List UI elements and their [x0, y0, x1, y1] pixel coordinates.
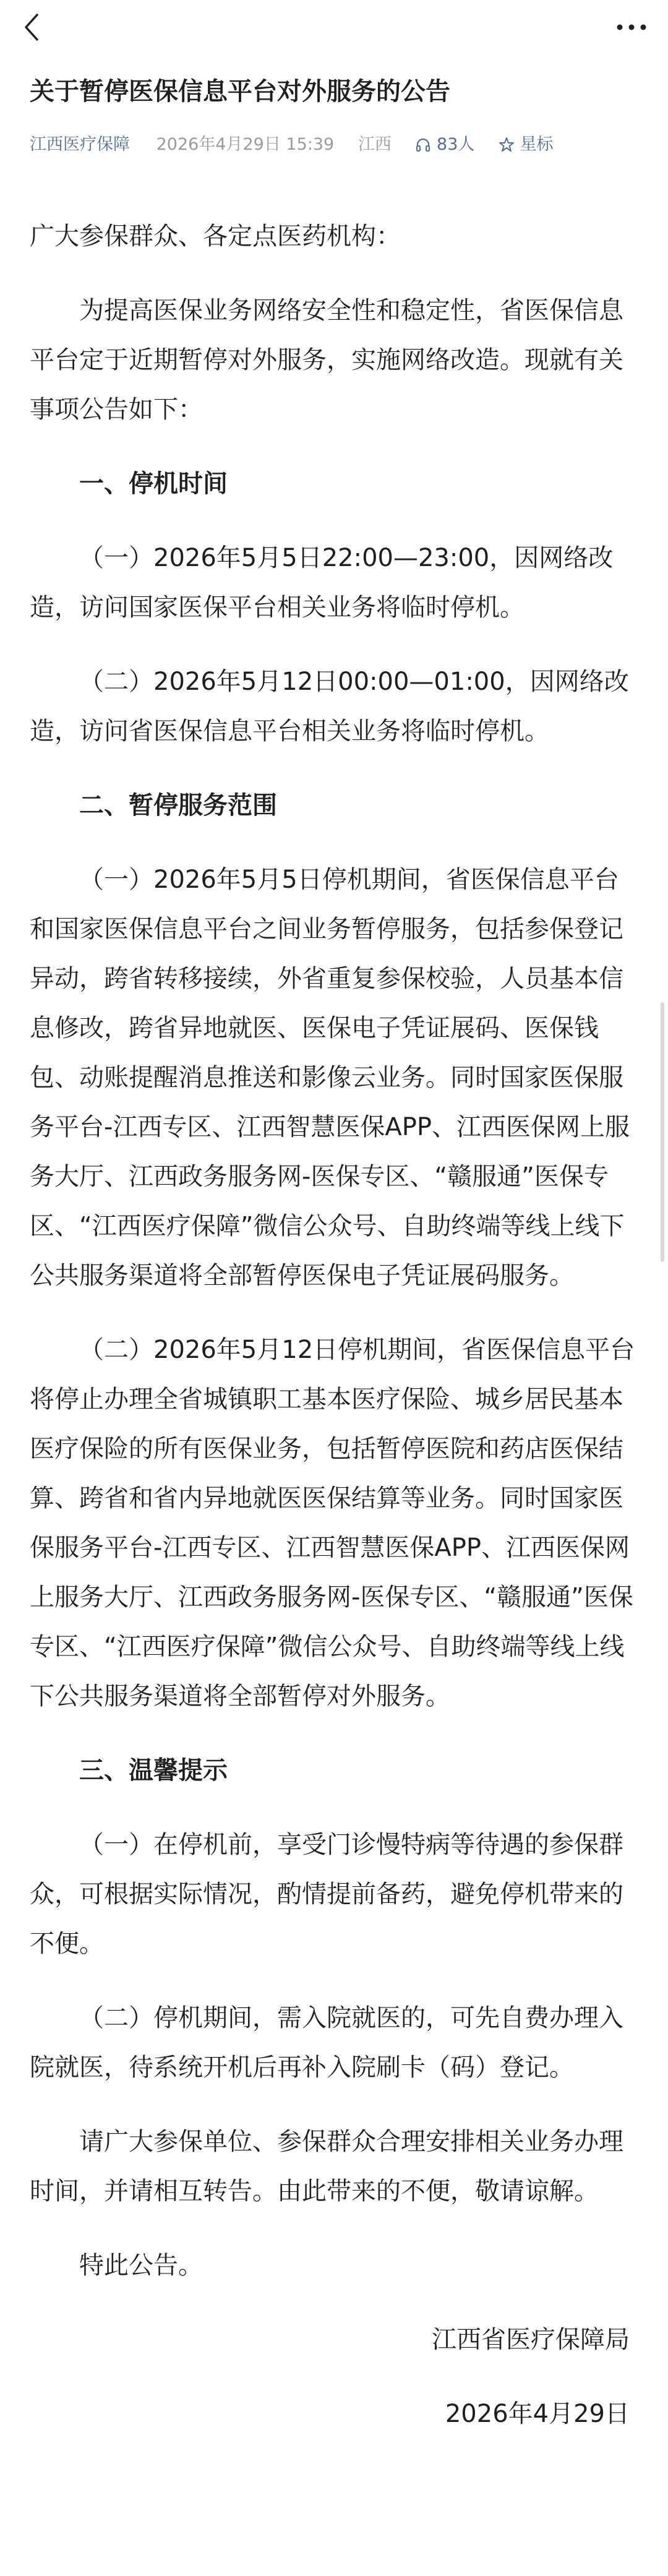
section-3-item-1: （一）在停机前，享受门诊慢特病等待遇的参保群众，可根据实际情况，酌情提前备药，避免停机带来的不便。 — [30, 1831, 623, 1958]
section-1-item-1: （一）2026年5月5日22:00—23:00，因网络改造，访问国家医保平台相关业务将临时停机。 — [30, 544, 614, 622]
source-account-link[interactable]: 江西医疗保障 — [30, 134, 130, 154]
section-3-item-2: （二）停机期间，需入院就医的，可先自费办理入院就医，待系统开机后再补入院刷卡（码）登记。 — [30, 2004, 623, 2082]
section-1-item-2: （二）2026年5月12日00:00—01:00，因网络改造，访问省医保信息平台相关业务将临时停机。 — [30, 668, 629, 745]
section-2-item-1: （一）2026年5月5日停机期间，省医保信息平台和国家医保信息平台之间业务暂停服务，包括参保登记异动，跨省转移接续，外省重复参保校验，人员基本信息修改，跨省异地就医、医保电子凭证展码、医保钱包、动账提醒消息推送和影像云业务。同时国家医保服务平台-江西专区、江西智慧医保APP、江西医保网上服务大厅、江西政务服务网-医保专区、“赣服通”医保专区、“江西医疗保障”微信公众号、自助终端等线上线下公共服务渠道将全部暂停医保电子凭证展码服务。 — [30, 865, 630, 1290]
top-bar — [0, 0, 668, 56]
region-label: 江西 — [358, 134, 392, 154]
article-meta — [30, 129, 648, 160]
signature-org: 江西省医疗保障局 — [432, 2325, 630, 2354]
notice-end: 特此公告。 — [79, 2251, 203, 2280]
signature-date: 2026年4月29日 — [445, 2400, 630, 2428]
listen-count: 83人 — [437, 134, 475, 154]
more-button[interactable] — [610, 9, 653, 46]
more-dots-icon — [610, 9, 653, 46]
scrollbar-thumb[interactable] — [661, 1002, 664, 1262]
headphones-icon — [415, 137, 431, 153]
closing-paragraph: 请广大参保单位、参保群众合理安排相关业务办理时间，并请相互转告。由此带来的不便，敬请谅解。 — [30, 2127, 623, 2205]
intro-paragraph: 为提高医保业务网络安全性和稳定性，省医保信息平台定于近期暂停对外服务，实施网络改造。现就有关事项公告如下： — [30, 296, 623, 424]
star-icon — [499, 137, 515, 153]
article-body — [30, 212, 642, 2439]
section-1-heading: 一、停机时间 — [79, 470, 228, 498]
section-2-item-2: （二）2026年5月12日停机期间，省医保信息平台将停止办理全省城镇职工基本医疗保险、城乡居民基本医疗保险的所有医保业务，包括暂停医院和药店医保结算、跨省和省内异地就医医保结算等业务。同时国家医保服务平台-江西专区、江西智慧医保APP、江西医保网上服务大厅、江西政务服务网-医保专区、“赣服通”医保专区、“江西医疗保障”微信公众号、自助终端等线上线下公共服务渠道将全部暂停对外服务。 — [30, 1336, 635, 1711]
chevron-left-icon — [16, 9, 53, 46]
greeting-paragraph: 广大参保群众、各定点医药机构： — [30, 222, 401, 251]
article-title: 关于暂停医保信息平台对外服务的公告 — [30, 77, 450, 106]
section-2-heading: 二、暂停服务范围 — [79, 791, 277, 820]
star-label: 星标 — [520, 134, 554, 154]
section-3-heading: 三、温馨提示 — [79, 1756, 228, 1785]
back-button[interactable] — [16, 9, 53, 46]
listen-button[interactable] — [415, 129, 474, 160]
publish-datetime: 2026年4月29日 15:39 — [156, 134, 335, 154]
star-button[interactable] — [499, 129, 554, 160]
